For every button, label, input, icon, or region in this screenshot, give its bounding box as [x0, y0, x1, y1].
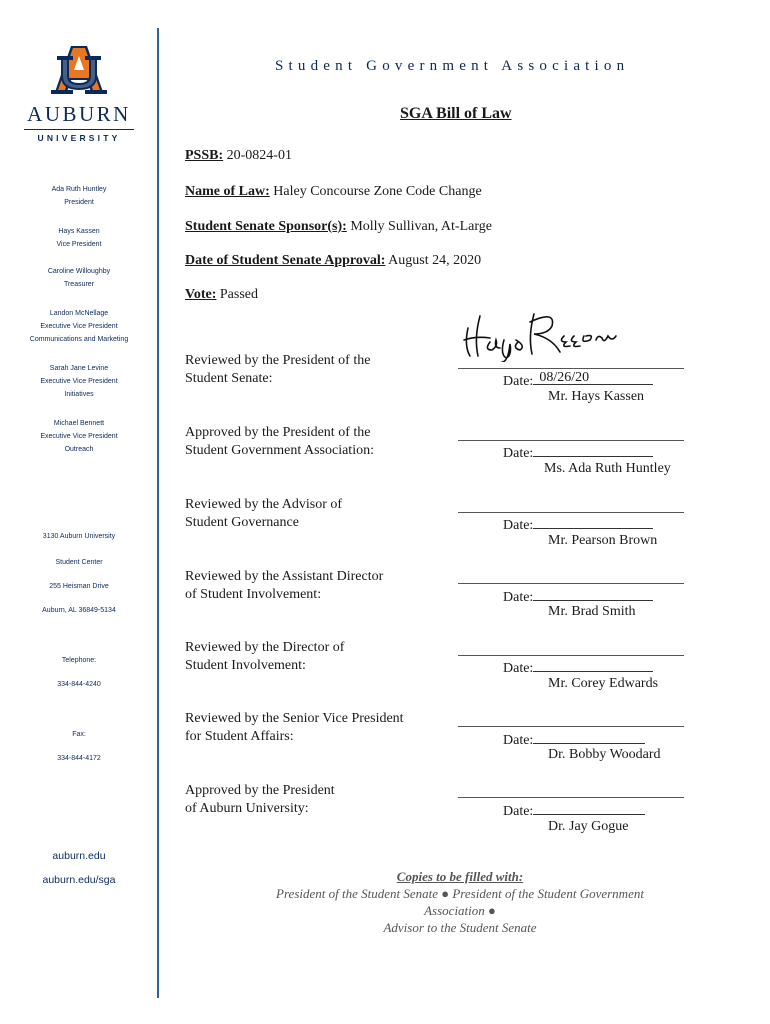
officer-name: Sarah Jane Levine — [49, 365, 109, 372]
review-block-advisor — [185, 496, 342, 532]
date-blank[interactable] — [533, 586, 653, 601]
date-entry — [503, 657, 653, 677]
law-name-value: Haley Concourse Zone Code Change — [273, 184, 482, 199]
vote-value: Passed — [219, 287, 258, 302]
signature-line — [458, 726, 684, 727]
officer-title: Executive Vice President — [40, 323, 118, 330]
date-label: Date: — [503, 446, 534, 461]
review-line: Student Governance — [185, 515, 299, 530]
law-name-field — [185, 184, 482, 200]
date-entry — [503, 800, 645, 820]
signer-name: Mr. Corey Edwards — [548, 676, 659, 691]
date-label: Date: — [503, 374, 534, 389]
review-line: Student Government Association: — [185, 443, 374, 458]
review-line: Student Senate: — [185, 371, 273, 386]
copies-line: President of the Student Senate ● President of the Student Government — [276, 886, 644, 901]
review-line: Reviewed by the Advisor of — [185, 497, 343, 512]
review-block-senior-vp — [185, 710, 404, 746]
date-blank[interactable] — [533, 514, 653, 529]
review-line: Approved by the President — [185, 783, 335, 798]
date-blank[interactable] — [533, 370, 653, 385]
signer-name: Dr. Bobby Woodard — [548, 747, 661, 762]
officer-vice-president — [0, 225, 158, 251]
sponsor-value: Molly Sullivan, At-Large — [350, 219, 492, 234]
telephone-label: Telephone: — [61, 657, 97, 664]
telephone-number: 334-844-4240 — [57, 681, 101, 688]
copies-line: Advisor to the Student Senate — [383, 920, 537, 935]
officer-evp-initiatives — [0, 362, 158, 401]
date-entry — [503, 370, 653, 390]
fax-number: 334-844-4172 — [57, 755, 101, 762]
officer-title: Treasurer — [63, 281, 95, 288]
date-entry — [503, 514, 653, 534]
copies-line: Association ● — [424, 903, 496, 918]
fax-label: Fax: — [72, 731, 86, 738]
sponsor-field — [185, 219, 492, 235]
copies-section — [250, 868, 670, 936]
date-entry — [503, 586, 653, 606]
signature-line — [458, 440, 684, 441]
approval-date-value: August 24, 2020 — [388, 253, 482, 268]
officer-title: President — [64, 199, 94, 206]
date-label: Date: — [503, 804, 534, 819]
officer-evp-outreach — [0, 417, 158, 456]
officer-treasurer — [0, 265, 158, 291]
signature-line — [458, 368, 684, 369]
date-blank[interactable] — [533, 729, 645, 744]
sidebar — [0, 0, 158, 1024]
vote-field — [185, 287, 258, 303]
officer-title-2: Communications and Marketing — [29, 336, 129, 343]
review-line: of Auburn University: — [185, 801, 309, 816]
officer-title-2: Outreach — [64, 446, 94, 453]
officer-name: Hays Kassen — [58, 228, 100, 235]
officer-title: Vice President — [56, 241, 102, 248]
handwritten-signature — [460, 306, 620, 362]
date-label: Date: — [503, 590, 534, 605]
address-line: Student Center — [55, 559, 103, 566]
signer-name: Mr. Hays Kassen — [548, 389, 645, 404]
signer-name: Dr. Jay Gogue — [548, 819, 629, 834]
date-entry — [503, 442, 653, 462]
sponsor-label: Student Senate Sponsor(s): — [185, 219, 347, 234]
signer-name: Mr. Pearson Brown — [548, 533, 658, 548]
review-line: of Student Involvement: — [185, 587, 322, 602]
signature-line — [458, 583, 684, 584]
date-blank[interactable] — [533, 800, 645, 815]
copies-heading: Copies to be filled with: — [396, 869, 524, 884]
review-line: Reviewed by the Assistant Director — [185, 569, 384, 584]
signature-line — [458, 512, 684, 513]
org-title: Student Government Association — [275, 58, 630, 74]
review-line: Reviewed by the Senior Vice President — [185, 711, 404, 726]
au-logo-icon — [47, 40, 111, 98]
date-label: Date: — [503, 661, 534, 676]
date-blank[interactable] — [533, 442, 653, 457]
address-line: 255 Heisman Drive — [49, 583, 109, 590]
approval-date-label: Date of Student Senate Approval: — [185, 253, 386, 268]
sga-link[interactable]: auburn.edu/sga — [42, 874, 116, 886]
officer-title: Executive Vice President — [40, 378, 118, 385]
date-blank[interactable] — [533, 657, 653, 672]
signature-line — [458, 797, 684, 798]
address-line: Auburn, AL 36849-5134 — [42, 607, 116, 614]
officer-name: Michael Bennett — [53, 420, 105, 427]
auburn-logo — [0, 40, 158, 143]
auburn-link[interactable]: auburn.edu — [52, 850, 106, 862]
law-name-label: Name of Law: — [185, 184, 270, 199]
review-line: for Student Affairs: — [185, 729, 294, 744]
vote-label: Vote: — [185, 287, 217, 302]
review-line: Reviewed by the Director of — [185, 640, 345, 655]
officer-title-2: Initiatives — [64, 391, 94, 398]
review-block-sga-president — [185, 424, 374, 460]
wordmark: AUBURN — [27, 102, 131, 126]
review-line: Reviewed by the President of the — [185, 353, 371, 368]
signer-name: Mr. Brad Smith — [548, 604, 636, 619]
officer-evp-communications — [0, 307, 158, 346]
date-label: Date: — [503, 518, 534, 533]
pssb-label: PSSB: — [185, 148, 224, 163]
review-block-director — [185, 639, 344, 675]
review-line: Student Involvement: — [185, 658, 306, 673]
university-word: UNIVERSITY — [37, 133, 121, 143]
sidebar-divider — [157, 28, 159, 998]
officer-title: Executive Vice President — [40, 433, 118, 440]
officer-name: Landon McNellage — [49, 310, 109, 317]
pssb-value: 20-0824-01 — [226, 148, 292, 163]
pssb-field — [185, 148, 292, 164]
logo-divider — [24, 129, 134, 130]
review-block-assistant-director — [185, 568, 383, 604]
date-label: Date: — [503, 733, 534, 748]
review-block-senate-president — [185, 352, 370, 388]
review-block-university-president — [185, 782, 335, 818]
signature-line — [458, 655, 684, 656]
approval-date-field — [185, 253, 481, 269]
officer-name: Caroline Willoughby — [47, 268, 111, 275]
signer-name: Ms. Ada Ruth Huntley — [544, 461, 671, 476]
officer-president — [0, 183, 158, 209]
address-line: 3130 Auburn University — [42, 533, 116, 540]
document-title: SGA Bill of Law — [400, 105, 512, 122]
review-line: Approved by the President of the — [185, 425, 371, 440]
officer-name: Ada Ruth Huntley — [51, 186, 107, 193]
date-entry — [503, 729, 645, 749]
date-value: 08/26/20 — [539, 370, 590, 385]
